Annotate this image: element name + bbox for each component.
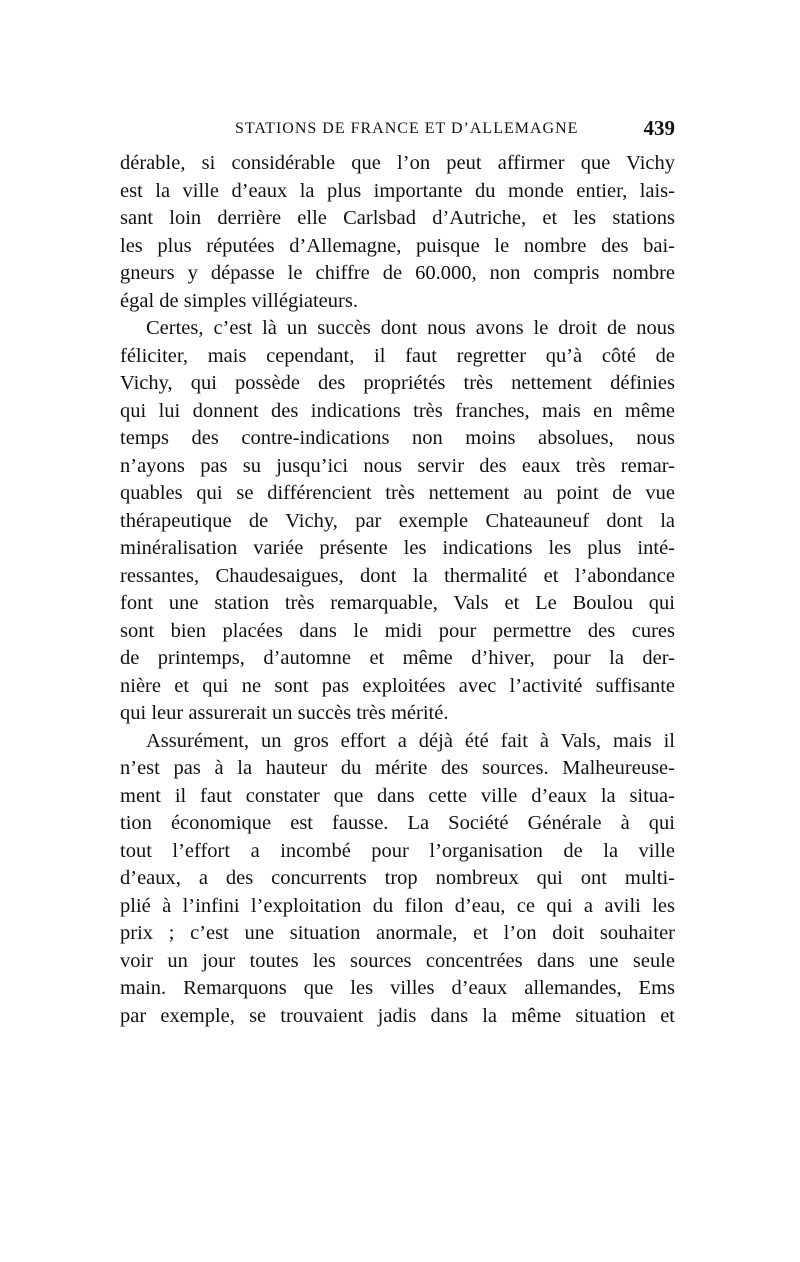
text-line: font une station très remarquable, Vals et Le Boulou qui — [120, 592, 675, 614]
text-line: main. Remarquons que les villes d’eaux allemandes, Ems — [120, 977, 675, 999]
text-line: minéralisation variée présente les indications les plus inté- — [120, 537, 675, 559]
text-line: Vichy, qui possède des propriétés très nettement définies — [120, 372, 675, 394]
text-line: temps des contre-indications non moins absolues, nous — [120, 427, 675, 449]
text-line: d’eaux, a des concurrents trop nombreux qui ont multi- — [120, 867, 675, 889]
paragraph-start-line: Certes, c’est là un succès dont nous avons le droit de nous — [146, 317, 675, 339]
text-line: de printemps, d’automne et même d’hiver, pour la der- — [120, 647, 675, 669]
text-line: féliciter, mais cependant, il faut regretter qu’à côté de — [120, 344, 675, 367]
text-line: qui lui donnent des indications très franches, mais en même — [120, 399, 675, 422]
page-number: 439 — [643, 116, 675, 140]
text-line: n’est pas à la hauteur du mérite des sources. Malheureuse- — [120, 757, 675, 779]
page-header — [120, 114, 675, 144]
text-line: tout l’effort a incombé pour l’organisation de la ville — [120, 839, 675, 862]
text-line: sont bien placées dans le midi pour permettre des cures — [120, 619, 675, 642]
text-line: quables qui se différencient très nettement au point de vue — [120, 482, 675, 504]
text-line: ment il faut constater que dans cette ville d’eaux la situa- — [120, 784, 675, 807]
running-head: STATIONS DE FRANCE ET D’ALLEMAGNE — [235, 120, 579, 137]
text-line: voir un jour toutes les sources concentrées dans une seule — [120, 949, 675, 972]
text-line: sant loin derrière elle Carlsbad d’Autriche, et les stations — [120, 207, 675, 229]
text-line: tion économique est fausse. La Société Générale à qui — [120, 812, 675, 834]
text-line: les plus réputées d’Allemagne, puisque le nombre des bai- — [120, 234, 675, 257]
text-line: par exemple, se trouvaient jadis dans la même situation et — [120, 1004, 675, 1027]
body-text — [120, 150, 675, 1030]
paragraph-end-line: égal de simples villégiateurs. — [120, 289, 358, 312]
paragraph-end-line: qui leur assurerait un succès très mérité. — [120, 702, 449, 724]
text-line: plié à l’infini l’exploitation du filon d’eau, ce qui a avili les — [120, 894, 675, 917]
text-line: dérable, si considérable que l’on peut affirmer que Vichy — [120, 152, 675, 174]
text-line: est la ville d’eaux la plus importante du monde entier, lais- — [120, 179, 675, 202]
text-line: ressantes, Chaudesaigues, dont la thermalité et l’abondance — [120, 564, 675, 587]
text-line: nière et qui ne sont pas exploitées avec l’activité suffisante — [120, 674, 675, 697]
text-line: gneurs y dépasse le chiffre de 60.000, non compris nombre — [120, 262, 675, 284]
text-line: prix ; c’est une situation anormale, et l’on doit souhaiter — [120, 922, 675, 944]
text-line: thérapeutique de Vichy, par exemple Chateauneuf dont la — [120, 509, 675, 532]
paragraph-start-line: Assurément, un gros effort a déjà été fait à Vals, mais il — [146, 729, 675, 752]
text-line: n’ayons pas su jusqu’ici nous servir des eaux très remar- — [120, 454, 675, 477]
